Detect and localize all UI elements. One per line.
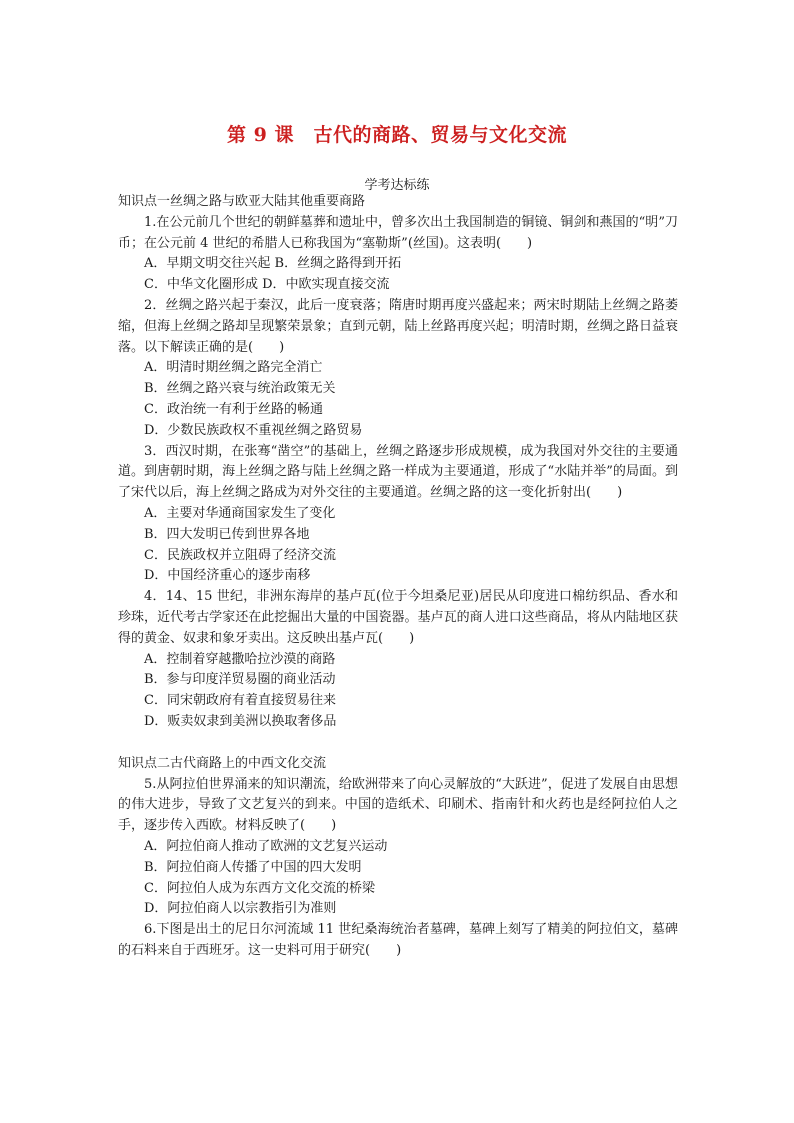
question-4-stem: 4．14、15 世纪，非洲东海岸的基卢瓦(位于今坦桑尼亚)居民从印度进口棉纺织品、香水和珍珠，近代考古学家还在此挖掘出大量的中国瓷器。基卢瓦的商人进口这些商品，将从内陆地区获得的黄金、奴隶和象牙卖出。这反映出基卢瓦( ) (118, 589, 678, 646)
question-2-option-b: B．丝绸之路兴衰与统治政策无关 (144, 381, 336, 397)
question-5-option-b: B．阿拉伯商人传播了中国的四大发明 (144, 859, 362, 875)
question-1-option-line: A．早期文明交往兴起 B．丝绸之路得到开拓 (144, 256, 402, 272)
question-4-option-b: B．参与印度洋贸易圈的商业活动 (144, 672, 336, 688)
question-5-stem: 5.从阿拉伯世界涌来的知识潮流，给欧洲带来了向心灵解放的“大跃进”，促进了发展自由思想的伟大进步，导致了文艺复兴的到来。中国的造纸术、印刷术、指南针和火药也是经阿拉伯人之手，逐步传入西欧。材料反映了( ) (118, 776, 678, 834)
section-heading-2: 知识点二古代商路上的中西文化交流 (118, 755, 327, 771)
question-3-stem: 3．西汉时期，在张骞“凿空”的基础上，丝绸之路逐步形成规模，成为我国对外交往的主要通道。到唐朝时期，海上丝绸之路与陆上丝绸之路一样成为主要通道，形成了“水陆并举”的局面。到了宋代以后，海上丝绸之路成为对外交往的主要通道。丝绸之路的这一变化折射出( ) (118, 443, 678, 501)
question-3-option-a: A．主要对华通商国家发生了变化 (144, 505, 336, 521)
question-3-option-b: B．四大发明已传到世界各地 (144, 526, 310, 542)
lesson-title: 第 9 课 古代的商路、贸易与文化交流 (227, 124, 567, 146)
question-4-option-a: A．控制着穿越撒哈拉沙漠的商路 (144, 651, 336, 667)
question-2-option-d: D．少数民族政权不重视丝绸之路贸易 (144, 422, 363, 438)
question-2-option-a: A．明清时期丝绸之路完全消亡 (144, 360, 323, 376)
question-4-option-c: C．同宋朝政府有着直接贸易往来 (144, 693, 336, 709)
question-1-option-line: C．中华文化圈形成 D．中欧实现直接交流 (144, 277, 390, 293)
section-heading-1: 知识点一丝绸之路与欧亚大陆其他重要商路 (118, 194, 366, 209)
exercise-subtitle: 学考达标练 (364, 178, 430, 193)
section-spacer (118, 733, 678, 754)
question-2-option-c: C．政治统一有利于丝路的畅通 (144, 401, 323, 417)
document-content (118, 192, 678, 962)
question-5-option-a: A．阿拉伯商人推动了欧洲的文艺复兴运动 (144, 838, 388, 854)
question-3-option-d: D．中国经济重心的逐步南移 (144, 568, 311, 584)
question-1-stem: 1.在公元前几个世纪的朝鲜墓葬和遗址中，曾多次出土我国制造的铜镜、铜剑和燕国的“明”刀币；在公元前 4 世纪的希腊人已称我国为“塞勒斯”(丝国)。这表明( ) (118, 214, 678, 251)
question-2-stem: 2．丝绸之路兴起于秦汉，此后一度衰落；隋唐时期再度兴盛起来；两宋时期陆上丝绸之路萎缩，但海上丝绸之路却呈现繁荣景象；直到元朝，陆上丝路再度兴起；明清时期，丝绸之路日益衰落。以下解读正确的是( ) (118, 297, 678, 355)
question-5-option-c: C．阿拉伯人成为东西方文化交流的桥梁 (144, 880, 375, 896)
question-5-option-d: D．阿拉伯商人以宗教指引为准则 (144, 901, 337, 917)
question-3-option-c: C．民族政权并立阻碍了经济交流 (144, 547, 336, 563)
question-4-option-d: D．贩卖奴隶到美洲以换取奢侈品 (144, 713, 337, 729)
question-6-stem: 6.下图是出土的尼日尔河流域 11 世纪桑海统治者墓碑，墓碑上刻写了精美的阿拉伯文，墓碑的石料来自于西班牙。这一史料可用于研究( ) (118, 922, 678, 958)
